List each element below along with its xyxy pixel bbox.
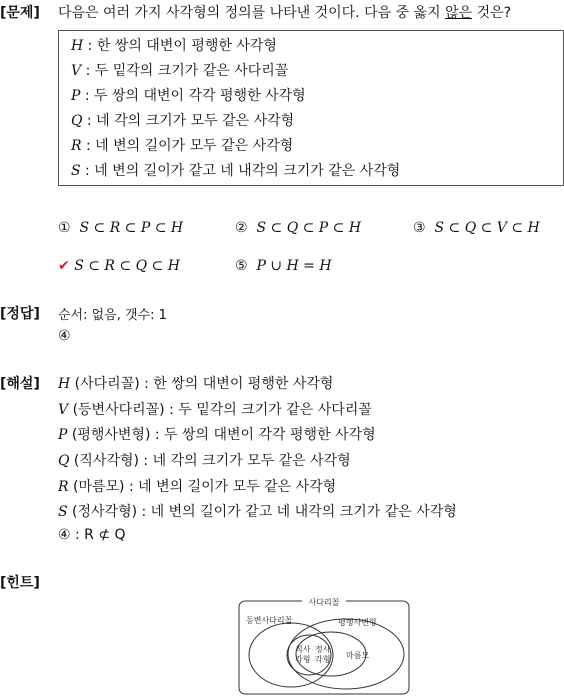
- definition-q: Q : 네 각의 크기가 모두 같은 사각형: [71, 113, 295, 129]
- hint-tag: [힌트]: [0, 575, 40, 591]
- definition-h: H : 한 쌍의 대변이 평행한 사각형: [71, 38, 277, 54]
- explanation-line-v: V (등변사다리꼴) : 두 밑각의 크기가 같은 사다리꼴: [58, 402, 372, 418]
- answer-tag: [정답]: [0, 306, 40, 322]
- checkmark-icon: ✔: [58, 258, 70, 274]
- explanation-line-s: S (정사각형) : 네 변의 길이가 같고 네 내각의 크기가 같은 사각형: [58, 504, 457, 520]
- definition-r: R : 네 변의 길이가 모두 같은 사각형: [71, 138, 294, 154]
- venn-square-label: 정사 각형: [315, 645, 331, 664]
- venn-rhombus-label: 마름모: [346, 651, 370, 660]
- venn-outer-label: 사다리꼴: [308, 598, 340, 607]
- explanation-line-q: Q (직사각형) : 네 각의 크기가 모두 같은 사각형: [58, 453, 351, 469]
- option-5[interactable]: ⑤ P ∪ H = H: [235, 258, 332, 274]
- option-4[interactable]: ✔ S ⊂ R ⊂ Q ⊂ H: [58, 258, 180, 274]
- problem-tag: [문제]: [0, 5, 40, 21]
- explanation-line-h: H (사다리꼴) : 한 쌍의 대변이 평행한 사각형: [58, 376, 334, 392]
- option-3[interactable]: ③ S ⊂ Q ⊂ V ⊂ H: [413, 220, 540, 236]
- definition-s: S : 네 변의 길이가 같고 네 내각의 크기가 같은 사각형: [71, 163, 401, 179]
- explanation-conclusion: ④ : R ⊄ Q: [58, 527, 126, 543]
- explanation-tag: [해설]: [0, 376, 40, 392]
- definition-p: P : 두 쌍의 대변이 각각 평행한 사각형: [71, 88, 306, 104]
- venn-diagram: [238, 597, 412, 697]
- question-underline: 않은: [445, 5, 473, 21]
- venn-iso-label: 등변사다리꼴: [246, 616, 293, 625]
- answer-line-1: 순서: 없음, 갯수: 1: [58, 308, 167, 323]
- definition-v: V : 두 밑각의 크기가 같은 사다리꼴: [71, 63, 289, 79]
- venn-para-label: 평행사변형: [338, 618, 377, 627]
- option-2[interactable]: ② S ⊂ Q ⊂ P ⊂ H: [235, 220, 362, 236]
- option-1[interactable]: ① S ⊂ R ⊂ P ⊂ H: [58, 220, 184, 236]
- answer-line-2: ④: [58, 328, 71, 344]
- question-text: [58, 2, 511, 22]
- venn-rect-label: 직사 각형: [295, 645, 311, 664]
- explanation-line-p: P (평행사변형) : 두 쌍의 대변이 각각 평행한 사각형: [58, 427, 376, 443]
- definition-box: [58, 30, 564, 186]
- explanation-line-r: R (마름모) : 네 변의 길이가 모두 같은 사각형: [58, 479, 337, 495]
- question-pre: 다음은 여러 가지 사각형의 정의를 나타낸 것이다. 다음 중 옳지: [58, 5, 446, 21]
- question-post: 것은?: [472, 5, 512, 21]
